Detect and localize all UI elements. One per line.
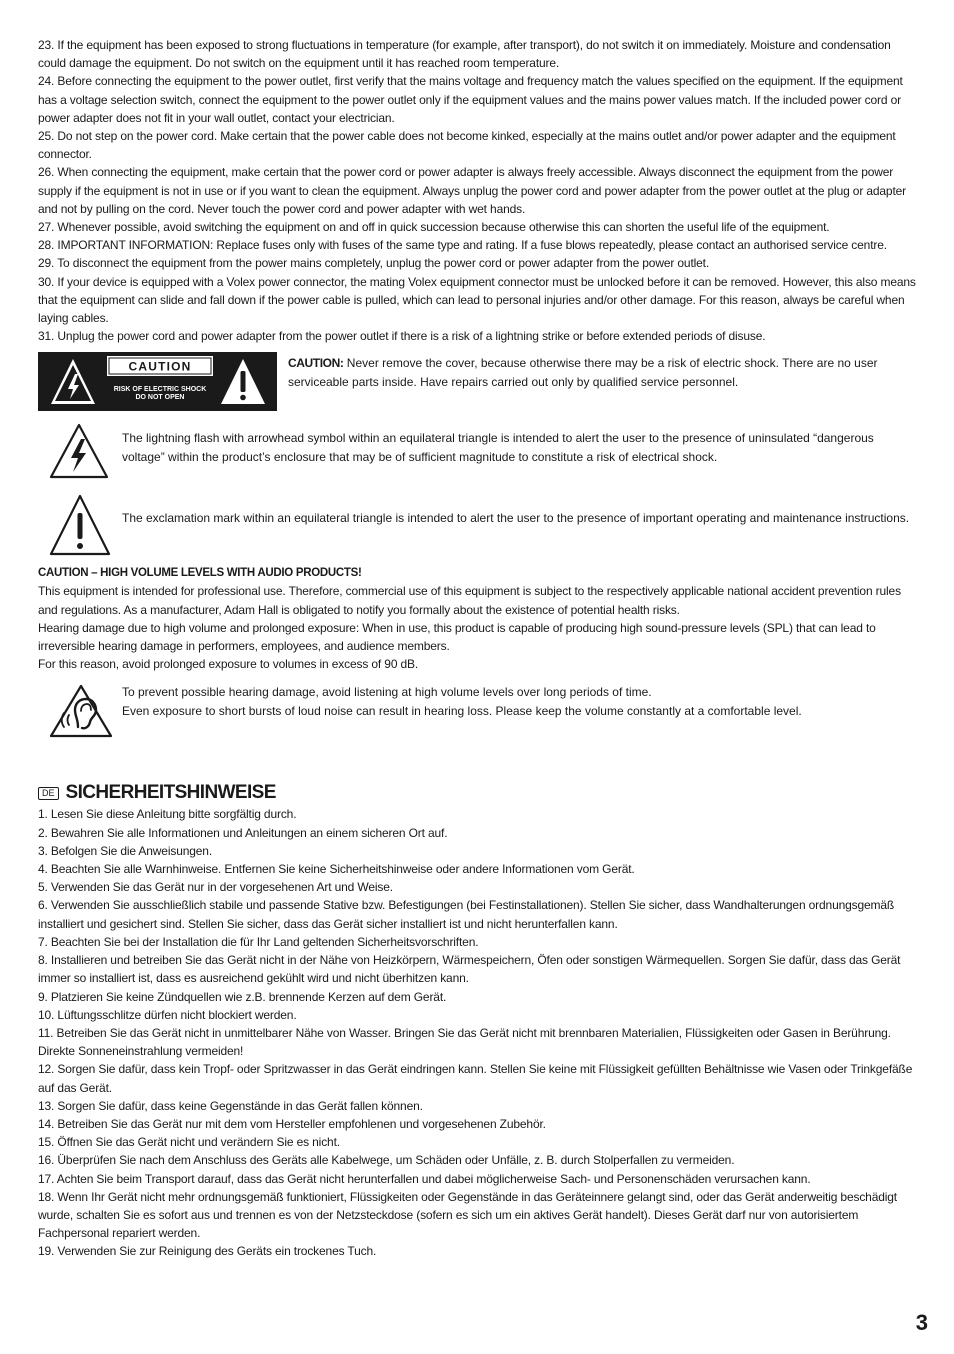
lightning-triangle-icon [48, 422, 110, 485]
caution-note-lead: CAUTION: [288, 356, 344, 371]
list-item: 2. Bewahren Sie alle Informationen und Anleitungen an einem sicheren Ort auf. [38, 825, 448, 840]
list-item: 17. Achten Sie beim Transport darauf, dass das Gerät nicht herunterfallen und dabei möglicherweise Sach- und Personenschäden verursachen kann. [38, 1171, 811, 1186]
list-item: 6. Verwenden Sie ausschließlich stabile und passende Stative bzw. Befestigungen (bei Festinstallationen). Stellen Sie sicher, dass Wandhalterungen ordnungsgemäß installiert und gesichert sind. Stellen Sie sicher, dass das Gerät sicher installiert ist und nicht herunterfallen kann. [38, 898, 895, 931]
lightning-description: The lightning flash with arrowhead symbol within an equilateral triangle is intended to alert the user to the presence of uninsulated “dangerous voltage” within the product’s enclosure that may be of sufficient magnitude to constitute a risk of electrical shock. [122, 431, 874, 464]
de-section-heading [38, 781, 916, 805]
list-item: 28. IMPORTANT INFORMATION: Replace fuses only with fuses of the same type and rating. If a fuse blows repeatedly, please contact an authorised service centre. [38, 238, 887, 253]
list-item: 3. Befolgen Sie die Anweisungen. [38, 843, 212, 858]
exclamation-description: The exclamation mark within an equilateral triangle is intended to alert the user to the presence of important operating and maintenance instructions. [122, 511, 910, 526]
caution-note-text: Never remove the cover, because otherwise there may be a risk of electric shock. There are no user serviceable parts inside. Have repairs carried out only by qualified service personnel. [288, 356, 878, 390]
caution-section [38, 352, 916, 420]
list-item: 1. Lesen Sie diese Anleitung bitte sorgfältig durch. [38, 807, 297, 822]
en-safety-list [38, 36, 916, 345]
list-item: 26. When connecting the equipment, make certain that the power cord or power adapter is always freely accessible. Always disconnect the equipment from the power supply if the equipment is not in use or if you want to clean the equipment. Always unplug the power cord and power adapter from the power outlet at the plug or adapter and not by pulling on the cord. Never touch the power cord and power adapter with wet hands. [38, 165, 907, 216]
hearing-text-line: Even exposure to short bursts of loud noise can result in hearing loss. Please keep the volume constantly at a comfortable level. [122, 703, 802, 718]
hearing-symbol-row [38, 683, 916, 741]
caution-note [288, 354, 916, 392]
list-item: 27. Whenever possible, avoid switching the equipment on and off in quick succession because otherwise this can shorten the useful life of the equipment. [38, 220, 830, 235]
high-volume-paragraph: For this reason, avoid prolonged exposure to volumes in excess of 90 dB. [38, 657, 419, 672]
list-item: 30. If your device is equipped with a Volex power connector, the mating Volex equipment connector must be unlocked before it can be removed. However, this also means that the equipment can slide and fall down if the power cable is pulled, which can lead to personal injuries and/or other damage. For this reason, always be careful when laying cables. [38, 274, 916, 326]
list-item: 8. Installieren und betreiben Sie das Gerät nicht in der Nähe von Heizkörpern, Wärmespeichern, Öfen oder sonstigen Wärmequellen. Sorgen Sie dafür, dass das Gerät immer so installiert ist, dass es ausreichend gekühlt wird und nicht überhitzen kann. [38, 953, 901, 986]
list-item: 10. Lüftungsschlitze dürfen nicht blockiert werden. [38, 1007, 297, 1022]
de-safety-list [38, 805, 916, 1260]
list-item: 31. Unplug the power cord and power adapter from the power outlet if there is a risk of a lightning strike or before extended periods of disuse. [38, 329, 766, 344]
list-item: 25. Do not step on the power cord. Make certain that the power cable does not become kinked, especially at the mains outlet and/or power adapter and the equipment connector. [38, 129, 896, 162]
exclamation-symbol-row [38, 500, 916, 564]
list-item: 12. Sorgen Sie dafür, dass kein Tropf- oder Spritzwasser in das Gerät eindringen kann. Stellen Sie keine mit Flüssigkeit gefüllten Behältnisse wie Vasen oder Trinkgefäße auf das Gerät. [38, 1062, 913, 1095]
caution-label-graphic [40, 354, 275, 409]
list-item: 4. Beachten Sie alle Warnhinweise. Entfernen Sie keine Sicherheitshinweise oder andere Informationen vom Gerät. [38, 862, 635, 877]
high-volume-section [38, 564, 916, 673]
list-item: 29. To disconnect the equipment from the power mains completely, unplug the power cord or power adapter from the power outlet. [38, 256, 710, 271]
high-volume-title: CAUTION – HIGH VOLUME LEVELS WITH AUDIO PRODUCTS! [38, 567, 362, 580]
caution-label-line1: RISK OF ELECTRIC SHOCK [113, 386, 207, 394]
hearing-protection-icon [48, 683, 114, 744]
list-item: 9. Platzieren Sie keine Zündquellen wie z.B. brennende Kerzen auf dem Gerät. [38, 989, 447, 1004]
list-item: 24. Before connecting the equipment to the power outlet, first verify that the mains voltage and frequency match the values specified on the equipment. If the equipment has a voltage selection switch, connect the equipment to the power outlet only if the equipment values and the mains power values match. If the included power cord or power adapter does not fit in your wall outlet, contact your electrician. [38, 74, 903, 125]
list-item: 11. Betreiben Sie das Gerät nicht in unmittelbarer Nähe von Wasser. Bringen Sie das Gerät nicht mit brennbaren Materialien, Flüssigkeiten oder Gasen in Berührung. Direkte Sonneneinstrahlung vermeiden! [38, 1025, 891, 1059]
list-item: 13. Sorgen Sie dafür, dass keine Gegenstände in das Gerät fallen können. [38, 1098, 423, 1113]
high-volume-paragraph: Hearing damage due to high volume and prolonged exposure: When in use, this product is capable of producing high sound-pressure levels (SPL) that can lead to irreversible hearing damage in performers, employees, and audience members. [38, 620, 876, 654]
list-item: 5. Verwenden Sie das Gerät nur in der vorgesehenen Art und Weise. [38, 880, 393, 895]
page-number: 3 [915, 1310, 928, 1335]
high-volume-paragraph: This equipment is intended for professional use. Therefore, commercial use of this equipment is subject to the respectively applicable national accident prevention rules and regulations. As a manufacturer, Adam Hall is obligated to notify you formally about the existence of potential health risks. [38, 584, 901, 617]
lightning-symbol-row [38, 420, 916, 500]
section-title: SICHERHEITSHINWEISE [65, 782, 276, 804]
list-item: 18. Wenn Ihr Gerät nicht mehr ordnungsgemäß funktioniert, Flüssigkeiten oder Gegenstände in das Geräteinnere gelangt sind, oder das Gerät anderweitig beschädigt wurde, schalten Sie es sofort aus und trennen es von der Netzsteckdose (sofern es sich um ein aktives Gerät handelt). Dieses Gerät darf nur von autorisiertem Fachpersonal repariert werden. [38, 1189, 897, 1241]
caution-label-line2: DO NOT OPEN [135, 394, 185, 402]
list-item: 14. Betreiben Sie das Gerät nur mit dem vom Hersteller empfohlenen und vorgesehenen Zubehör. [38, 1116, 546, 1131]
language-badge: DE [38, 787, 59, 800]
list-item: 15. Öffnen Sie das Gerät nicht und verändern Sie es nicht. [38, 1135, 340, 1150]
list-item: 19. Verwenden Sie zur Reinigung des Geräts ein trockenes Tuch. [38, 1244, 377, 1259]
caution-label-box [38, 352, 277, 411]
list-item: 16. Überprüfen Sie nach dem Anschluss des Geräts alle Kabelwege, um Schäden oder Unfälle, z. B. durch Stolperfallen zu vermeiden. [38, 1153, 735, 1168]
caution-label-title: CAUTION [128, 359, 192, 374]
hearing-text-line: To prevent possible hearing damage, avoid listening at high volume levels over long periods of time. [122, 685, 652, 700]
list-item: 23. If the equipment has been exposed to strong fluctuations in temperature (for example, after transport), do not switch it on immediately. Moisture and condensation could damage the equipment. Do not switch on the equipment until it has reached room temperature. [38, 38, 891, 71]
exclamation-triangle-icon [48, 493, 112, 562]
list-item: 7. Beachten Sie bei der Installation die für Ihr Land geltenden Sicherheitsvorschriften. [38, 934, 479, 949]
page-content [38, 36, 916, 1261]
